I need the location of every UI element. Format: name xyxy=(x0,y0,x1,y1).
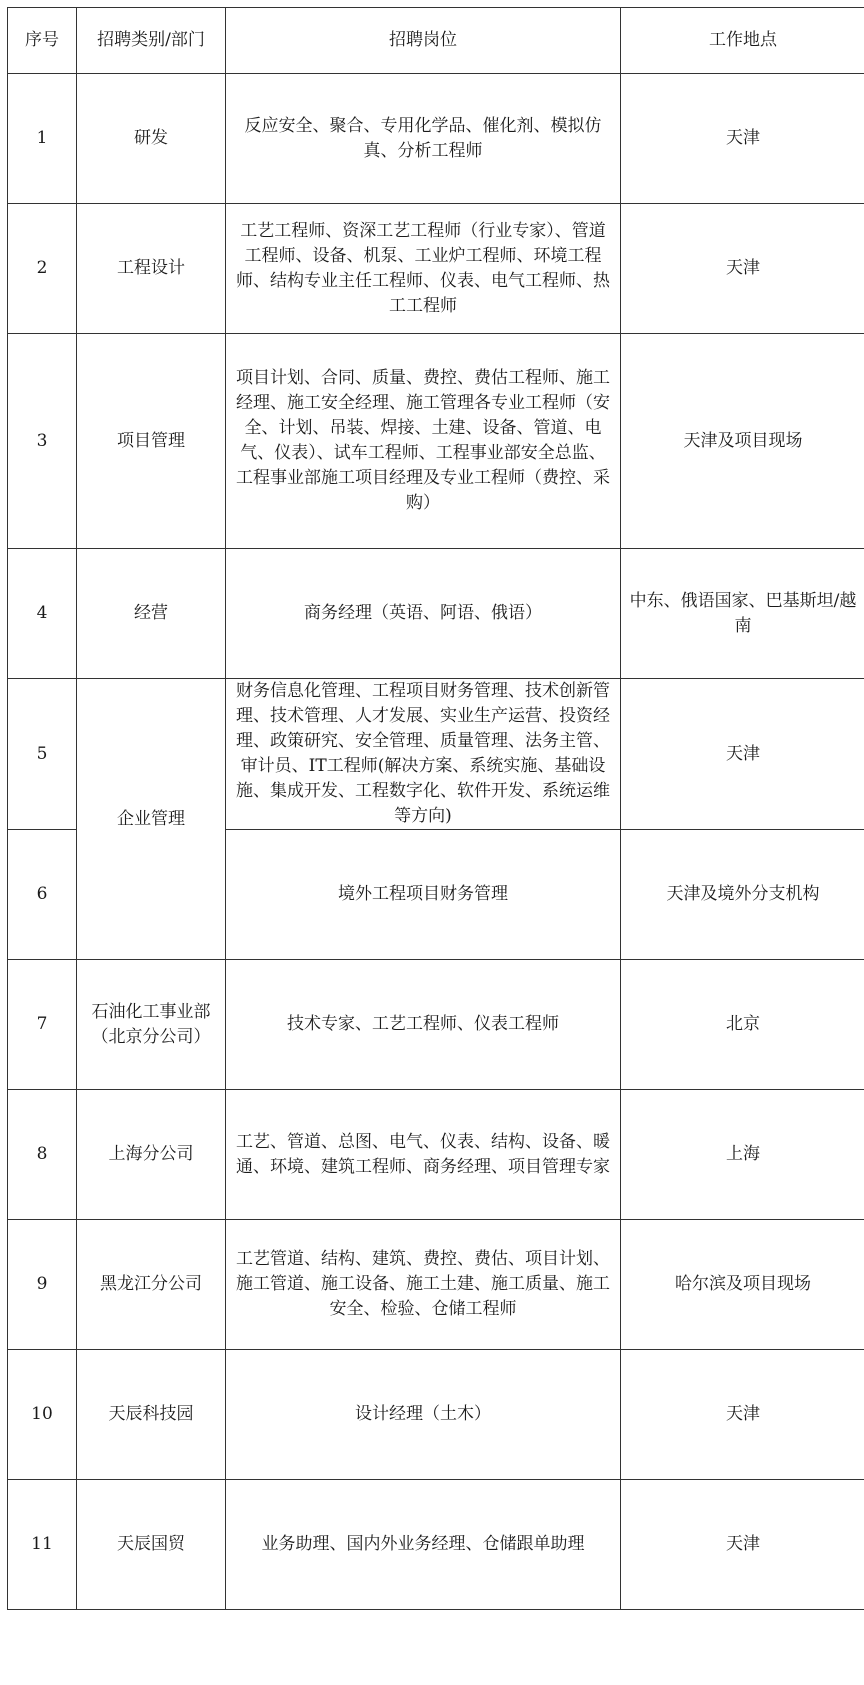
row-no: 2 xyxy=(8,204,77,334)
row-no: 8 xyxy=(8,1090,77,1220)
table-row xyxy=(8,1480,864,1610)
row-location: 天津及项目现场 xyxy=(621,334,864,549)
row-positions: 工艺管道、结构、建筑、费控、费估、项目计划、施工管道、施工设备、施工土建、施工质量、施工安全、检验、仓储工程师 xyxy=(226,1220,621,1350)
header-dept: 招聘类别/部门 xyxy=(77,8,226,74)
row-positions: 工艺、管道、总图、电气、仪表、结构、设备、暖通、环境、建筑工程师、商务经理、项目管理专家 xyxy=(226,1090,621,1220)
row-location: 天津 xyxy=(621,1480,864,1610)
row-location: 中东、俄语国家、巴基斯坦/越南 xyxy=(621,549,864,679)
row-no: 10 xyxy=(8,1350,77,1480)
table-row xyxy=(8,204,864,334)
row-dept: 上海分公司 xyxy=(77,1090,226,1220)
row-dept: 天辰科技园 xyxy=(77,1350,226,1480)
row-location: 天津 xyxy=(621,204,864,334)
row-positions: 工艺工程师、资深工艺工程师（行业专家）、管道工程师、设备、机泵、工业炉工程师、环境工程师、结构专业主任工程师、仪表、电气工程师、热工工程师 xyxy=(226,204,621,334)
row-no: 11 xyxy=(8,1480,77,1610)
row-positions: 业务助理、国内外业务经理、仓储跟单助理 xyxy=(226,1480,621,1610)
row-dept: 项目管理 xyxy=(77,334,226,549)
row-no: 3 xyxy=(8,334,77,549)
row-no: 6 xyxy=(8,830,77,960)
row-no: 9 xyxy=(8,1220,77,1350)
table-row xyxy=(8,1220,864,1350)
row-positions: 设计经理（土木） xyxy=(226,1350,621,1480)
row-no: 5 xyxy=(8,679,77,830)
row-location: 北京 xyxy=(621,960,864,1090)
row-no: 1 xyxy=(8,74,77,204)
row-location: 哈尔滨及项目现场 xyxy=(621,1220,864,1350)
row-location: 上海 xyxy=(621,1090,864,1220)
recruitment-table xyxy=(7,7,864,1610)
table-row xyxy=(8,679,864,830)
table-row xyxy=(8,1350,864,1480)
row-dept: 黑龙江分公司 xyxy=(77,1220,226,1350)
row-positions: 技术专家、工艺工程师、仪表工程师 xyxy=(226,960,621,1090)
table-header-row xyxy=(8,8,864,74)
row-location: 天津 xyxy=(621,679,864,830)
header-no: 序号 xyxy=(8,8,77,74)
row-positions: 财务信息化管理、工程项目财务管理、技术创新管理、技术管理、人才发展、实业生产运营、投资经理、政策研究、安全管理、质量管理、法务主管、审计员、IT工程师(解决方案、系统实施、基础设施、集成开发、工程数字化、软件开发、系统运维等方向) xyxy=(226,679,621,830)
row-dept: 石油化工事业部（北京分公司） xyxy=(77,960,226,1090)
row-positions: 商务经理（英语、阿语、俄语） xyxy=(226,549,621,679)
table-row xyxy=(8,549,864,679)
table-row xyxy=(8,1090,864,1220)
row-dept: 经营 xyxy=(77,549,226,679)
row-location: 天津 xyxy=(621,74,864,204)
table-row xyxy=(8,334,864,549)
header-location: 工作地点 xyxy=(621,8,864,74)
header-positions: 招聘岗位 xyxy=(226,8,621,74)
row-dept: 工程设计 xyxy=(77,204,226,334)
row-positions: 项目计划、合同、质量、费控、费估工程师、施工经理、施工安全经理、施工管理各专业工程师（安全、计划、吊装、焊接、土建、设备、管道、电气、仪表）、试车工程师、工程事业部安全总监、工程事业部施工项目经理及专业工程师（费控、采购） xyxy=(226,334,621,549)
row-location: 天津 xyxy=(621,1350,864,1480)
row-no: 4 xyxy=(8,549,77,679)
row-positions: 反应安全、聚合、专用化学品、催化剂、模拟仿真、分析工程师 xyxy=(226,74,621,204)
row-dept: 研发 xyxy=(77,74,226,204)
table-row xyxy=(8,74,864,204)
row-dept: 天辰国贸 xyxy=(77,1480,226,1610)
row-dept: 企业管理 xyxy=(77,679,226,960)
row-no: 7 xyxy=(8,960,77,1090)
row-location: 天津及境外分支机构 xyxy=(621,830,864,960)
row-positions: 境外工程项目财务管理 xyxy=(226,830,621,960)
table-row xyxy=(8,960,864,1090)
